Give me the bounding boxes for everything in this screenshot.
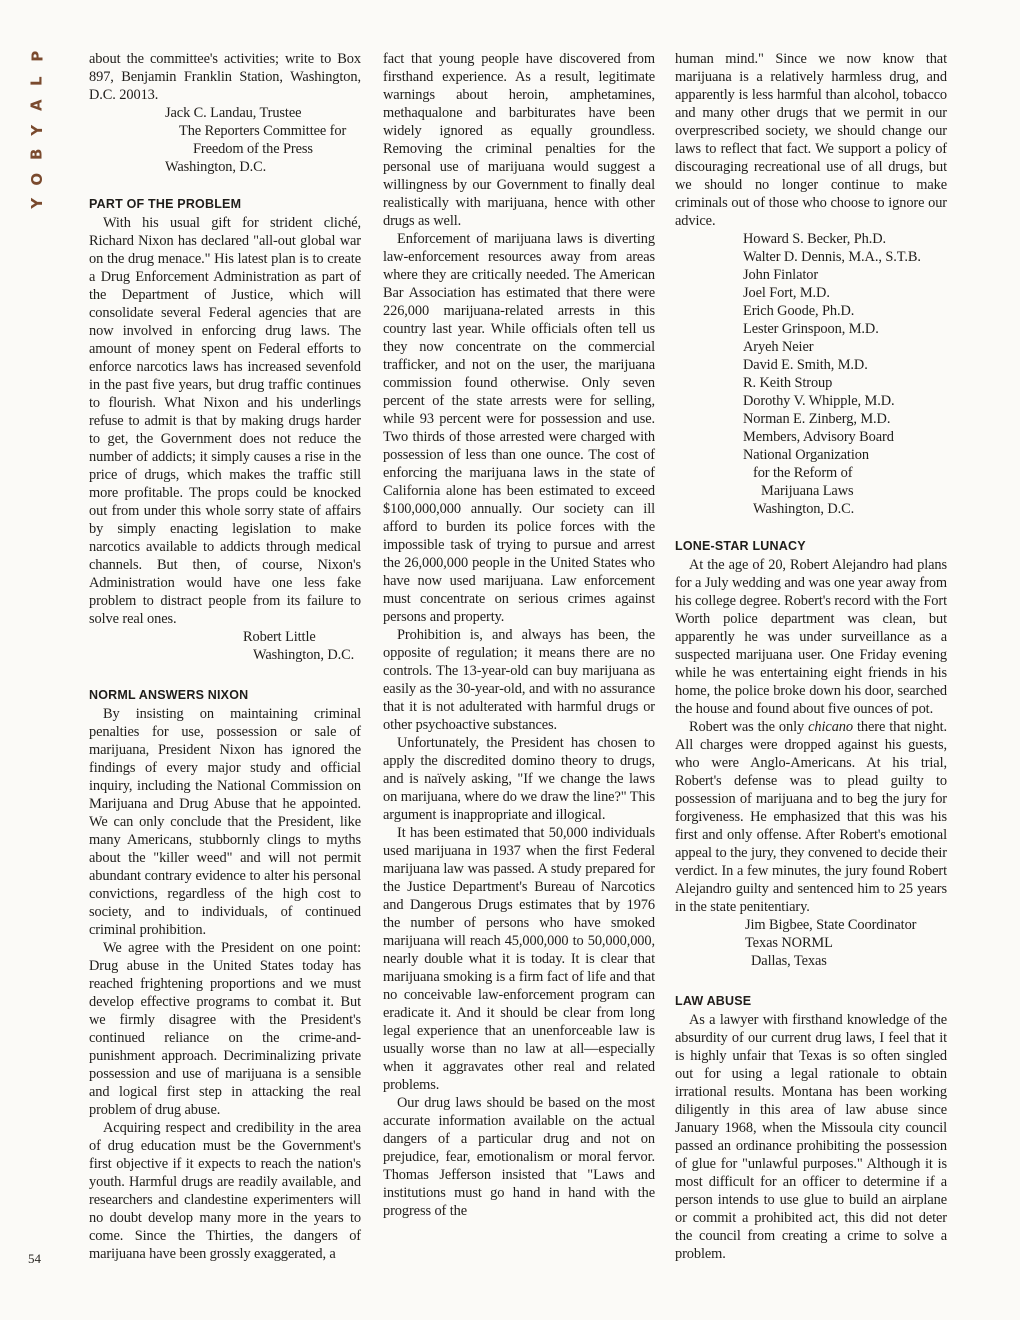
signature-line: Washington, D.C. — [253, 647, 355, 663]
column-middle — [383, 50, 655, 1220]
signature-line: Freedom of the Press — [193, 141, 313, 157]
page-number: 54 — [28, 1251, 41, 1266]
column-right — [675, 50, 947, 1263]
letter-signature — [675, 916, 947, 970]
masthead-letter: A — [27, 99, 46, 112]
letter-paragraph — [675, 718, 947, 916]
letter-paragraph: human mind." Since we now know that marijuana is a relatively harmless drug, and apparently is less harmful than alcohol, tobacco and many other drugs that we permit in our overprescribed society, we should change our laws to reflect that fact. We support a policy of discouraging recreational use of all drugs, but we should no longer continue to make criminals out of those who choose to ignore our advice. — [675, 51, 947, 229]
letter-paragraph: Enforcement of marijuana laws is diverting law-enforcement resources away from areas where they are critically needed. The American Bar Association has estimated that there were 226,000 marijuana-related arrests in this country last year. While officials often tell us they now concentrate on the commercial trafficker, and not on the user, the marijuana commission found otherwise. Only seven percent of the state arrests were for selling, while 93 percent were for possession and use. Two thirds of those arrested were charged with possession of less than one ounce. The cost of enforcing the marijuana laws in the state of California alone has been estimated to exceed $100,000,000 annually. Our society can ill afford to burden its police forces with the impossible task of trying to pursue and arrest the 26,000,000 people in the United States who have now used marijuana. Law enforcement must concentrate on serious crimes against persons and property. — [383, 231, 655, 625]
signature-line: Walter D. Dennis, M.A., S.T.B. — [743, 249, 921, 265]
emphasis-text: chicano — [808, 719, 853, 735]
signature-line: Norman E. Zinberg, M.D. — [743, 411, 891, 427]
section-heading: NORML ANSWERS NIXON — [89, 688, 249, 702]
letter-paragraph: Unfortunately, the President has chosen to apply the discredited domino theory to drugs, and is naïvely asking, "If we change the laws on marijuana, where do we draw the line?" This argument is inappropriate and illogical. — [383, 735, 655, 823]
letter-paragraph: Acquiring respect and credibility in the area of drug education must be the Government's first objective if it expects to reach the nation's youth. Harmful drugs are readily available, and researchers and clandestine experimenters will no doubt develop many more in the years to come. Since the Thirties, the dangers of marijuana have been grossly exaggerated, a — [89, 1120, 361, 1262]
signature-line: John Finlator — [743, 267, 819, 283]
masthead — [22, 44, 52, 216]
letter-paragraph: Our drug laws should be based on the most accurate information available on the actual dangers of a particular drug and not on prejudice, fear, emotionalism or moral fervor. Thomas Jefferson insisted that "Laws and institutions must go hand in hand with the progress of the — [383, 1095, 655, 1219]
letter-paragraph: It has been estimated that 50,000 individuals used marijuana in 1937 when the first Federal marijuana law was passed. A study prepared for the Justice Department's Bureau of Narcotics and Dangerous Drugs estimates that by 1976 the number of persons who have smoked marijuana will reach 45,000,000 to 50,000,000, nearly double what it is today. It is clear that marijuana smoking is a firm fact of life and that no conceivable law-enforcement program can eradicate it. And it should be clear from long legal experience that an unenforceable law is usually worse than no law at all—especially when it aggravates other real and related problems. — [383, 825, 655, 1093]
letter-paragraph: As a lawyer with firsthand knowledge of the absurdity of our current drug laws, I feel that it is highly unfair that Texas is so often singled out for using a legal rationale to obtain irrational results. Montana has been working diligently in this area of law abuse since January 1968, when the Missoula city council passed an ordinance prohibiting the possession of glue for "unlawful purposes." Although it is most difficult for an officer to determine if a person intends to use glue to build an airplane or commit a prohibited act, this did not deter the council from creating a crime to solve a problem. — [675, 1012, 947, 1262]
letter-paragraph: Prohibition is, and always has been, the opposite of regulation; it means there are no controls. The 13-year-old can buy marijuana as easily as the 30-year-old, and with no assurance that it is not adulterated with harmful drugs or other psychoactive substances. — [383, 627, 655, 733]
signature-line: Dallas, Texas — [751, 953, 827, 969]
signature-line: Texas NORML — [745, 935, 833, 951]
signature-line: Marijuana Laws — [761, 483, 854, 499]
signature-line: for the Reform of — [753, 465, 853, 481]
section-heading: LAW ABUSE — [675, 994, 752, 1008]
signature-line: National Organization — [743, 447, 869, 463]
masthead-letter: P — [27, 50, 46, 62]
paragraph-text: there that night. All charges were dropped against his guests, who were Anglo-Americans. At his trial, Robert's defense was to plead guilty to possession of marijuana and to beg the jury for forgiveness. He emphasized that this was his first and only offense. After Robert's emotional appeal to the jury, they convened to decide their verdict. In a few minutes, the jury found Robert Alejandro guilty and sentenced him to 25 years in the state penitentiary. — [675, 719, 948, 915]
signature-line: Aryeh Neier — [743, 339, 814, 355]
signature-line: Howard S. Becker, Ph.D. — [743, 231, 887, 247]
section-heading: PART OF THE PROBLEM — [89, 197, 242, 211]
letter-paragraph: fact that young people have discovered from firsthand experience. As a result, legitimate warnings about heroin, amphetamines, methaqualone and barbiturates have been widely ignored as equally groundless. Removing the criminal penalties for the personal use of marijuana would suggest a willingness by our Government to finally deal realistically with marijuana, hence with other drugs as well. — [383, 51, 655, 229]
letter-paragraph: We agree with the President on one point: Drug abuse in the United States today has reached frightening proportions and we must develop effective programs to combat it. But we firmly disagree with the President's continued reliance on the crime-and-punishment approach. Decriminalizing private possession and use of marijuana is a sensible and logical first step in attacking the real problem of drug abuse. — [89, 940, 361, 1118]
letter-paragraph: With his usual gift for strident cliché, Richard Nixon has declared "all-out global war on the drug menace." His latest plan is to create a Drug Enforcement Administration as part of the Department of Justice, which will consolidate several Federal agencies that are now involved in enforcing drug laws. The amount of money spent on Federal efforts to enforce narcotics laws has increased sevenfold in the past five years, but drug traffic continues to flourish. What Nixon and his underlings refuse to admit is that by making drugs harder to get, the Government does not reduce the number of addicts; it simply causes a rise in the price of drugs, which makes the traffic still more profitable. The props could be knocked out from under this whole sorry state of affairs by simply enacting legislation to make narcotics available to addicts through medical channels. But then, of course, Nixon's Administration would have one less fake problem to distract people from its failure to solve real ones. — [89, 215, 361, 627]
column-left — [89, 50, 361, 1263]
signature-line: Washington, D.C. — [165, 159, 267, 175]
masthead-letter: O — [27, 172, 46, 186]
masthead-letter: Y — [27, 124, 46, 136]
masthead-letter: B — [27, 148, 46, 160]
letter-paragraph: about the committee's activities; write to Box 897, Benjamin Franklin Station, Washington, D.C. 20013. — [89, 51, 361, 103]
letter-paragraph: By insisting on maintaining criminal penalties for use, possession or sale of marijuana, President Nixon has ignored the findings of every major study and official inquiry, including the National Commission on Marijuana and Drug Abuse that he appointed. We can only conclude that the President, like many Americans, stubbornly clings to myths about the "killer weed" and will not permit abundant contrary evidence to alter his personal convictions, regardless of the high cost to society, and to individuals, of continued criminal prohibition. — [89, 706, 361, 938]
signature-line: Joel Fort, M.D. — [743, 285, 830, 301]
signature-line: R. Keith Stroup — [743, 375, 833, 391]
masthead-letter: L — [27, 75, 46, 86]
letter-signature — [89, 104, 361, 176]
signature-line: Members, Advisory Board — [743, 429, 894, 445]
signature-line: Erich Goode, Ph.D. — [743, 303, 855, 319]
signature-line: Washington, D.C. — [753, 501, 855, 517]
letter-signature — [89, 628, 361, 664]
masthead-letter: Y — [27, 197, 46, 209]
signature-line: Dorothy V. Whipple, M.D. — [743, 393, 895, 409]
letter-signature — [675, 230, 947, 518]
signature-line: Lester Grinspoon, M.D. — [743, 321, 879, 337]
paragraph-text: Robert was the only — [689, 719, 809, 735]
signature-line: Jack C. Landau, Trustee — [165, 105, 302, 121]
signature-line: Robert Little — [243, 629, 316, 645]
signature-line: Jim Bigbee, State Coordinator — [745, 917, 917, 933]
signature-line: The Reporters Committee for — [179, 123, 347, 139]
section-heading: LONE-STAR LUNACY — [675, 539, 806, 553]
letter-paragraph: At the age of 20, Robert Alejandro had plans for a July wedding and was one year away from his college degree. Robert's record with the Fort Worth police department was clean, but apparently he was under surveillance as a suspected marijuana user. One Friday evening while he was entertaining eight friends in his home, the police broke down his door, searched the house and found about five ounces of pot. — [675, 557, 947, 717]
signature-line: David E. Smith, M.D. — [743, 357, 868, 373]
